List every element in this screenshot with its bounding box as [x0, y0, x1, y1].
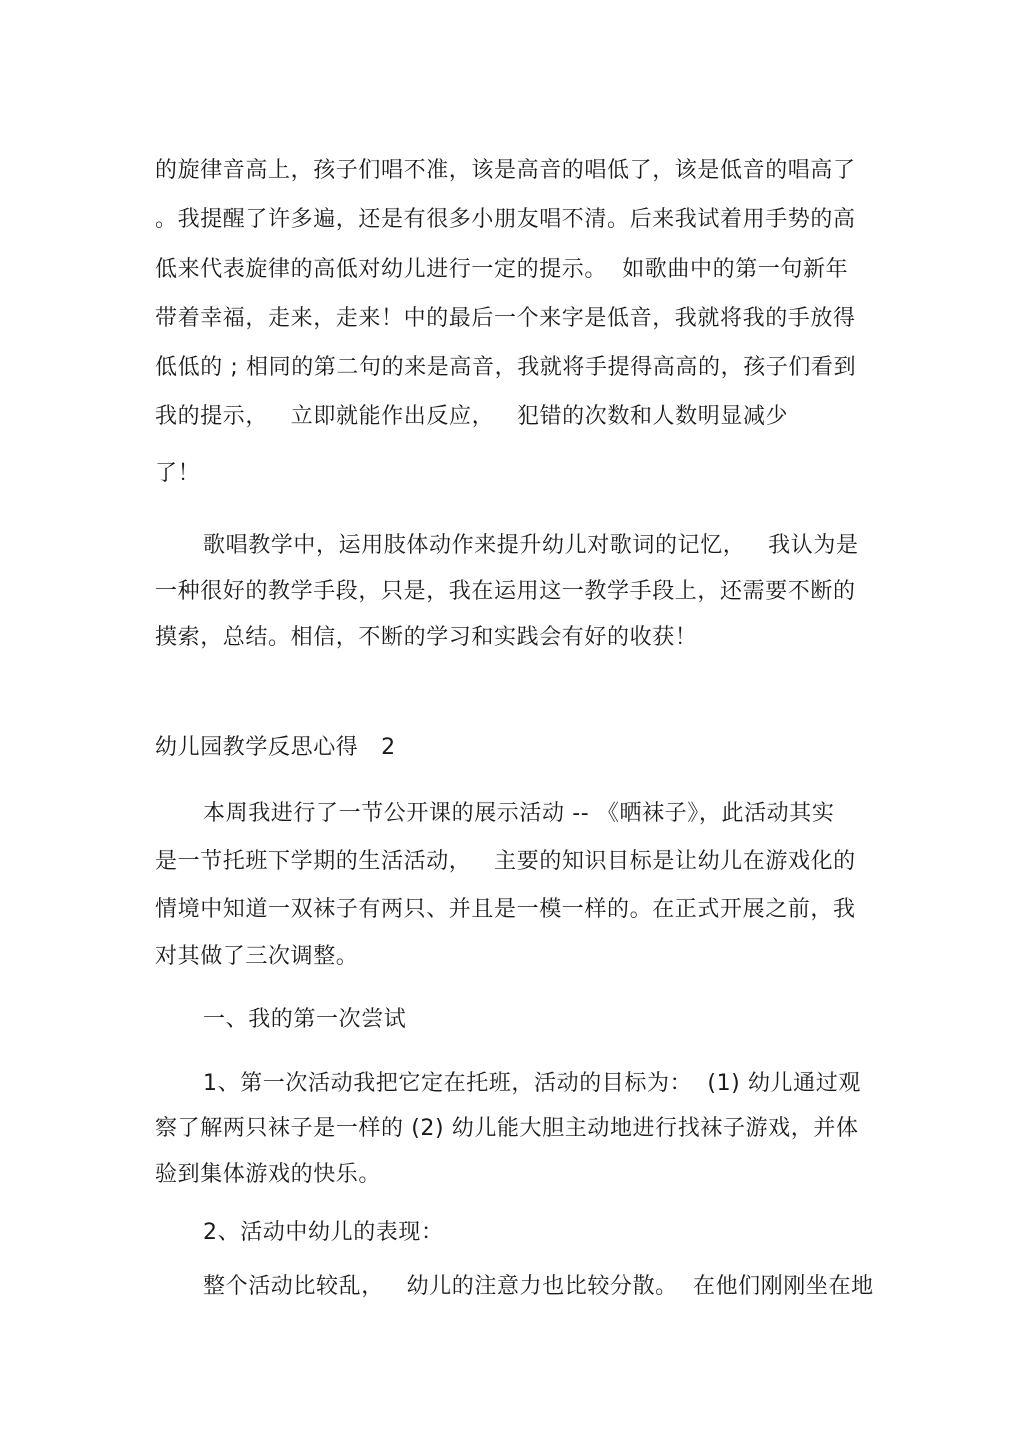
paragraph-line: 是一节托班下学期的生活活动， 主要的知识目标是让幼儿在游戏化的	[155, 849, 856, 874]
subheading: 2、活动中幼儿的表现：	[203, 1220, 444, 1245]
paragraph-line: 1、第一次活动我把它定在托班，活动的目标为： (1) 幼儿通过观	[203, 1071, 861, 1096]
paragraph-line: 了！	[155, 461, 201, 486]
subheading: 一、我的第一次尝试	[203, 1007, 407, 1032]
paragraph-line: 的旋律音高上，孩子们唱不准，该是高音的唱低了，该是低音的唱高了	[155, 158, 856, 183]
paragraph-line: 整个活动比较乱， 幼儿的注意力也比较分散。 在他们刚刚坐在地	[203, 1274, 874, 1299]
paragraph-line: 验到集体游戏的快乐。	[155, 1162, 382, 1187]
paragraph-line: 低来代表旋律的高低对幼儿进行一定的提示。 如歌曲中的第一句新年	[155, 257, 849, 282]
section-heading: 幼儿园教学反思心得 2	[155, 735, 396, 760]
paragraph-line: 一种很好的教学手段，只是，我在运用这一教学手段上，还需要不断的	[155, 579, 856, 604]
paragraph-line: 带着幸福，走来，走来！中的最后一个来字是低音，我就将我的手放得	[155, 306, 856, 331]
paragraph-line: 对其做了三次调整。	[155, 944, 359, 969]
paragraph-line: 。我提醒了许多遍，还是有很多小朋友唱不清。后来我试着用手势的高	[155, 207, 856, 232]
paragraph-line: 摸索，总结。相信，不断的学习和实践会有好的收获！	[155, 625, 698, 650]
paragraph-line: 低低的 ; 相同的第二句的来是高音，我就将手提得高高的，孩子们看到	[155, 355, 857, 380]
paragraph-line: 本周我进行了一节公开课的展示活动 -- 《晒袜子》，此活动其实	[203, 801, 835, 826]
paragraph-line: 情境中知道一双袜子有两只、并且是一模一样的。在正式开展之前，我	[155, 897, 856, 922]
paragraph-line: 察了解两只袜子是一样的 (2) 幼儿能大胆主动地进行找袜子游戏，并体	[155, 1116, 859, 1141]
paragraph-line: 歌唱教学中，运用肢体动作来提升幼儿对歌词的记忆， 我认为是	[203, 533, 859, 558]
paragraph-line: 我的提示， 立即就能作出反应， 犯错的次数和人数明显减少	[155, 404, 789, 429]
